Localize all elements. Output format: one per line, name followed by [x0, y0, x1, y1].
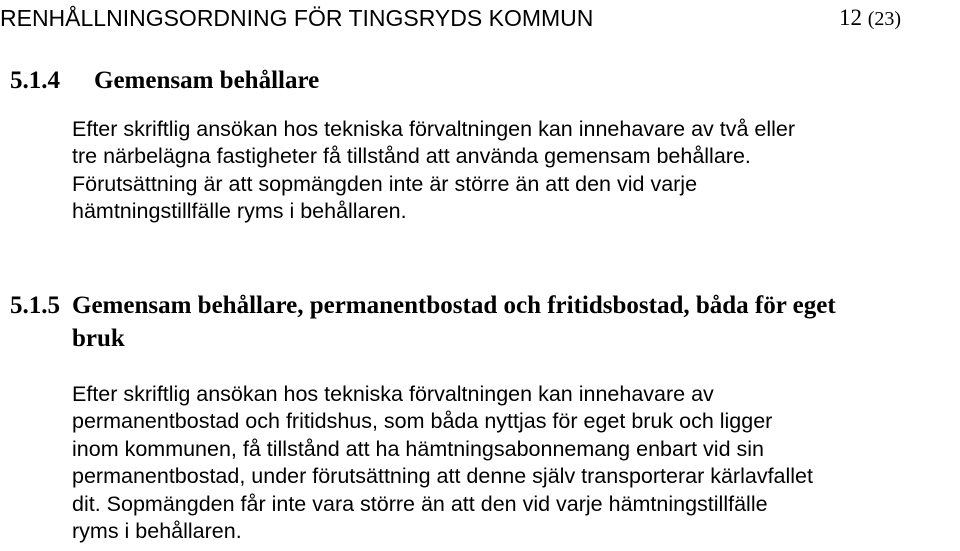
paragraph-line: permanentbostad och fritidshus, som båda nyttjas för eget bruk och ligger [72, 409, 773, 434]
paragraph-line: permanentbostad, under förutsättning att denne själv transporterar kärlavfallet [72, 464, 813, 489]
paragraph-line: inom kommunen, få tillstånd att ha hämtningsabonnemang enbart vid sin [72, 436, 764, 461]
paragraph-line: ryms i behållaren. [72, 519, 242, 544]
section-number: 5.1.4 [10, 67, 60, 94]
page-number: 12 [839, 5, 862, 30]
paragraph-line: Efter skriftlig ansökan hos tekniska förvaltningen kan innehavare av [72, 382, 714, 406]
section-heading-5-1-5 [10, 289, 955, 355]
page-indicator [839, 4, 901, 33]
section-title-line-1: Gemensam behållare, permanentbostad och fritidsbostad, båda för eget [72, 292, 836, 319]
page-total: (23) [867, 8, 902, 30]
section-paragraph-5-1-4 [72, 116, 795, 226]
paragraph-line: hämtningstillfälle ryms i behållaren. [72, 199, 407, 224]
paragraph-line: dit. Sopmängden får inte vara större än att den vid varje hämtningstillfälle [72, 491, 768, 516]
header-title: RENHÅLLNINGSORDNING FÖR TINGSRYDS KOMMUN [0, 5, 594, 31]
section-title: Gemensam behållare [94, 67, 320, 94]
paragraph-line: tre närbelägna fastigheter få tillstånd att använda gemensam behållare. [72, 144, 751, 169]
paragraph-line: Efter skriftlig ansökan hos tekniska förvaltningen kan innehavare av två eller [72, 117, 796, 141]
section-number: 5.1.5 [10, 292, 60, 319]
section-title-line-2: bruk [72, 325, 125, 352]
paragraph-line: Förutsättning är att sopmängden inte är större än att den vid varje [72, 171, 698, 196]
section-paragraph-5-1-5 [72, 381, 813, 545]
section-heading-5-1-4 [10, 64, 319, 97]
